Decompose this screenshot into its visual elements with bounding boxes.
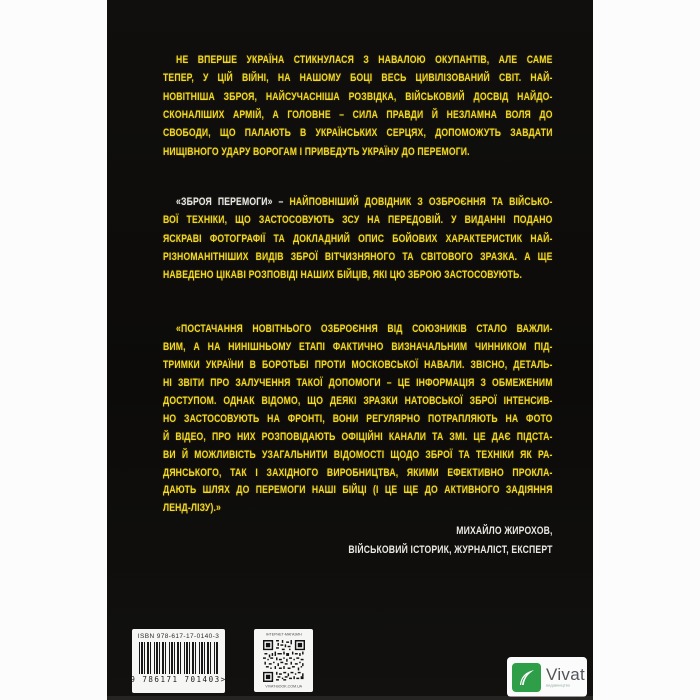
text-line: ДЯНСЬКОГО, ТАК І ЗАХІДНОГО ВИРОБНИЦТВА, ЯКИМИ ЕФЕКТИВНО ПРОКЛА- [163, 466, 553, 479]
expert-quote-paragraph [163, 321, 553, 518]
attribution-name: МИХАЙЛО ЖИРОХОВ, [456, 525, 553, 537]
text-line: НАВЕДЕНО ЦІКАВІ РОЗПОВІДІ НАШИХ БІЙЦІВ, ЯКІ ЦЮ ЗБРОЮ ЗАСТОСОВУЮТЬ. [163, 269, 523, 282]
publisher-tagline: видавництво [546, 682, 570, 687]
text-line: ЯСКРАВІ ФОТОГРАФІЇ ТА ДОКЛАДНИЙ ОПИС БОЙОВИХ ХАРАКТЕРИСТИК НАЙ- [163, 232, 553, 245]
intro-paragraph [163, 51, 553, 161]
text-line: ТРИМКИ УКРАЇНИ В БОРОТЬБІ ПРОТИ МОСКОВСЬКОЇ НАВАЛИ. ЗВІСНО, ДЕТАЛЬ- [163, 358, 553, 371]
text-line: ТЕПЕР, У ЦІЙ ВІЙНІ, НА НАШОМУ БОЦІ ВЕСЬ ЦИВІЛІЗОВАНИЙ СВІТ. НАЙ- [163, 72, 553, 85]
text-line: ДАЮТЬ ШЛЯХ ДО ПЕРЕМОГИ НАШІ БІЙЦІ (І ЦЕ ЩЕ ДО АКТИВНОГО ЗАДІЯННЯ [163, 484, 553, 497]
quote-attribution [163, 522, 553, 560]
text-line: Й ВІДЕО, ПРО НИХ РОЗПОВІДАЮТЬ ОФІЦІЙНІ КАНАЛИ ТА ЗМІ. ЦЕ ДАЄ ПІДСТА- [163, 430, 553, 443]
publisher-logo-badge [512, 663, 541, 692]
description-paragraph [163, 193, 553, 285]
text-line: НО ЗАСТОСОВУЮТЬ НА ФРОНТІ, ВОНИ РЕГУЛЯРНО ПОТРАПЛЯЮТЬ НА ФОТО [163, 412, 553, 425]
publisher-logo [507, 657, 587, 697]
barcode [139, 642, 219, 674]
attribution-role: ВІЙСЬКОВИЙ ІСТОРИК, ЖУРНАЛІСТ, ЕКСПЕРТ [348, 544, 553, 557]
text-line: ДОСТУПОМ. ОДНАК ВІДОМО, ЩО ДЕЯКІ ЗРАЗКИ НАТОВСЬКОЇ ЗБРОЇ ІНТЕНСИВ- [163, 394, 553, 407]
text-line [163, 193, 553, 211]
text-line: НОВІТНІША ЗБРОЯ, НАЙСУЧАСНІША РОЗВІДКА, ВІЙСЬКОВИЙ ДОСВІД НАЙДО- [163, 90, 553, 103]
text-line: ВИМ, А НА НИНІШНЬОМУ ЕТАПІ ФАКТИЧНО ВИЗНАЧАЛЬНИМ ЧИННИКОМ ПІД- [163, 340, 553, 353]
quill-icon [516, 667, 537, 688]
text-line: НИЩІВНОГО УДАРУ ВОРОГАМ І ПРИВЕДУТЬ УКРАЇНУ ДО ПЕРЕМОГИ. [163, 145, 470, 158]
barcode-number: 9 786171 701403 [130, 675, 221, 684]
qr-caption-top: ІНТЕРНЕТ-МАГАЗИН [265, 632, 302, 637]
book-title-phrase: «ЗБРОЯ ПЕРЕМОГИ» – [176, 196, 284, 208]
text-line: ВИ Й МОЖЛИВІСТЬ УЗАГАЛЬНИТИ ВІДОМОСТІ ЩОДО ЗБРОЇ ТА ТЕХНІКИ ЯК РА- [163, 448, 553, 461]
text-line: РІЗНОМАНІТНІШИХ ВИДІВ ЗБРОЇ ВІТЧИЗНЯНОГО ТА СВІТОВОГО ЗРАЗКА. А ЩЕ [163, 251, 553, 264]
text-fragment: НАЙПОВНІШИЙ ДОВІДНИК З ОЗБРОЄННЯ ТА ВІЙСЬКО- [289, 196, 553, 208]
book-back-cover [107, 0, 593, 700]
text-line: «ПОСТАЧАННЯ НОВІТНЬОГО ОЗБРОЄННЯ ВІД СОЮЗНИКІВ СТАЛО ВАЖЛИ- [176, 323, 553, 335]
qr-label [254, 629, 313, 692]
text-line: НЕ ВПЕРШЕ УКРАЇНА СТИКНУЛАСЯ З НАВАЛОЮ ОКУПАНТІВ, АЛЕ САМЕ [176, 54, 553, 66]
text-line: ЛЕНД-ЛІЗУ).» [163, 502, 222, 515]
text-line: ВОЇ ТЕХНІКИ, ЩО ЗАСТОСОВУЮТЬ ЗСУ НА ПЕРЕДОВІЙ. У ВИДАННІ ПОДАНО [163, 214, 553, 227]
barcode-label [132, 629, 225, 693]
text-line: СКОНАЛІШИХ АРМІЙ, А ГОЛОВНЕ – СИЛА ПРАВДИ Й НЕЗЛАМНА ВОЛЯ ДО [163, 109, 553, 122]
publisher-name: Vivat [546, 664, 585, 684]
qr-caption-bottom: VIVAT-BOOK.COM.UA [265, 684, 302, 689]
text-line: НІ ЗВІТИ ПРО ЗАЛУЧЕННЯ ТАКОЇ ДОПОМОГИ – ЦЕ ІНФОРМАЦІЯ З ОБМЕЖЕНИМ [163, 376, 553, 389]
barcode-digits [130, 675, 226, 684]
qr-code [263, 640, 305, 682]
publisher-wordmark [546, 666, 594, 689]
text-line: СВОБОДИ, ЩО ПАЛАЮТЬ В УКРАЇНСЬКИХ СЕРЦЯХ, ДОПОМОЖУТЬ ЗАВДАТИ [163, 127, 553, 140]
barcode-end-mark: > [220, 675, 227, 684]
isbn-text: ISBN 978-617-17-0140-3 [137, 633, 220, 640]
